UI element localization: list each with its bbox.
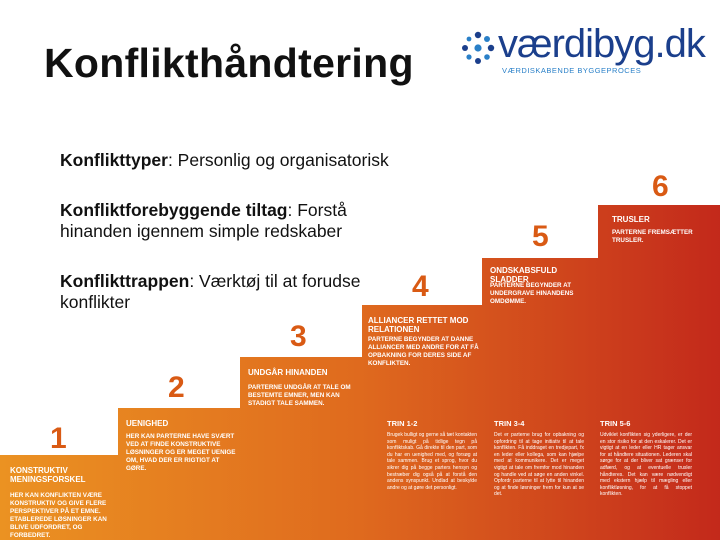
- step-desc-2: HER KAN PARTERNE HAVE SVÆRT VED AT FINDE KONSTRUKTIVE LØSNINGER OG ER MEGET UENIGE OM, HVAD DER ER RIGTIGT AT GØRE.: [126, 433, 236, 472]
- logo-wordmark: værdibyg.dk: [498, 22, 705, 66]
- step-title-2: UENIGHED: [126, 419, 169, 428]
- logo-tagline: VÆRDISKABENDE BYGGEPROCES: [502, 66, 642, 75]
- step-desc-1: HER KAN KONFLIKTEN VÆRE KONSTRUKTIV OG GIVE FLERE PERSPEKTIVER PÅ ET EMNE. ETABLEREDE LØSNINGER KAN BLIVE UDFORDRET, OG FORBEDRET.: [10, 492, 107, 539]
- trin-text-3-4: Det er parterne brug for opbakning og opfordring til at tage initiativ til at tale konflikten. Få inddraget en tredjepart, fx en leder eller kollega, som kan hjælpe med at kommunikere. Det er meget vigtigt at tale om fremfor mod hinanden og handle ved at søge en anden vinkel. Opfordr parterne til at lytte til hinanden og at finde løsninger frem for kun at se det.: [494, 432, 584, 498]
- step-number-2: 2: [168, 371, 185, 404]
- trin-title-1-2: TRIN 1-2: [387, 419, 418, 428]
- step-title-4: ALLIANCER RETTET MOD RELATIONEN: [368, 316, 469, 334]
- trin-title-3-4: TRIN 3-4: [494, 419, 525, 428]
- bullet-term: Konflikttyper: [60, 150, 168, 170]
- step-number-1: 1: [50, 422, 67, 455]
- step-number-4: 4: [412, 270, 429, 303]
- step-number-6: 6: [652, 170, 669, 203]
- step-title-3: UNDGÅR HINANDEN: [248, 368, 328, 377]
- step-number-5: 5: [532, 220, 549, 253]
- step-number-3: 3: [290, 320, 307, 353]
- bullet-text: : Personlig og organisatorisk: [167, 150, 389, 170]
- step-title-5: ONDSKABSFULD SLADDER: [490, 266, 558, 284]
- bullet-term: Konflikttrappen: [60, 271, 190, 291]
- trin-text-5-6: Udviklet konflikten sig yderligere, er der en stor risiko for at den eskalerer. Det er vigtigt at en leder eller HR tager ansvar for at håndtere situationen. Lederen skal sørge for at der bliver sat grænser for adfærd, og at eventuelle trusler håndteres. Det kan være nødvendigt med ekstern hjælp til mægling eller konfliktløsning, for at få stoppet konflikten.: [600, 432, 692, 498]
- page-title: Konflikthåndtering: [44, 40, 414, 86]
- step-desc-6: PARTERNE FREMSÆTTER TRUSLER.: [612, 229, 693, 244]
- bullet-text: : Værktøj til at forudse konflikter: [60, 271, 361, 312]
- step-title-1: KONSTRUKTIV MENINGSFORSKEL: [10, 466, 86, 484]
- step-title-6: TRUSLER: [612, 215, 650, 224]
- trin-title-5-6: TRIN 5-6: [600, 419, 631, 428]
- trin-text-1-2: Brugek bulligt og gerne så tæt kontakten som muligt på tidlige tegn på konfliktskab. Gå direkte til den part, som du har en uenighed med, og forsøg at tale sammen. Brug et sprog, hvor du sikrer dig på begge parters hensyn og bestræber dig også på at forstå den andens synspunkt. Undlad at beskylde andre og at gøre det personligt.: [387, 432, 477, 491]
- step-desc-3: PARTERNE UNDGÅR AT TALE OM BESTEMTE EMNER, MEN KAN STADIGT TALE SAMMEN.: [248, 384, 351, 407]
- bullet-term: Konfliktforebyggende tiltag: [60, 200, 288, 220]
- bullet-text: : Forstå hinanden igennem simple redskaber: [60, 200, 347, 241]
- step-desc-5: PARTERNE BEGYNDER AT UNDERGRAVE HINANDENS OMDØMME.: [490, 282, 574, 305]
- step-desc-4: PARTERNE BEGYNDER AT DANNE ALLIANCER MED ANDRE FOR AT FÅ OPBAKNING FOR DERES SIDE AF KONFLIKTEN.: [368, 336, 479, 367]
